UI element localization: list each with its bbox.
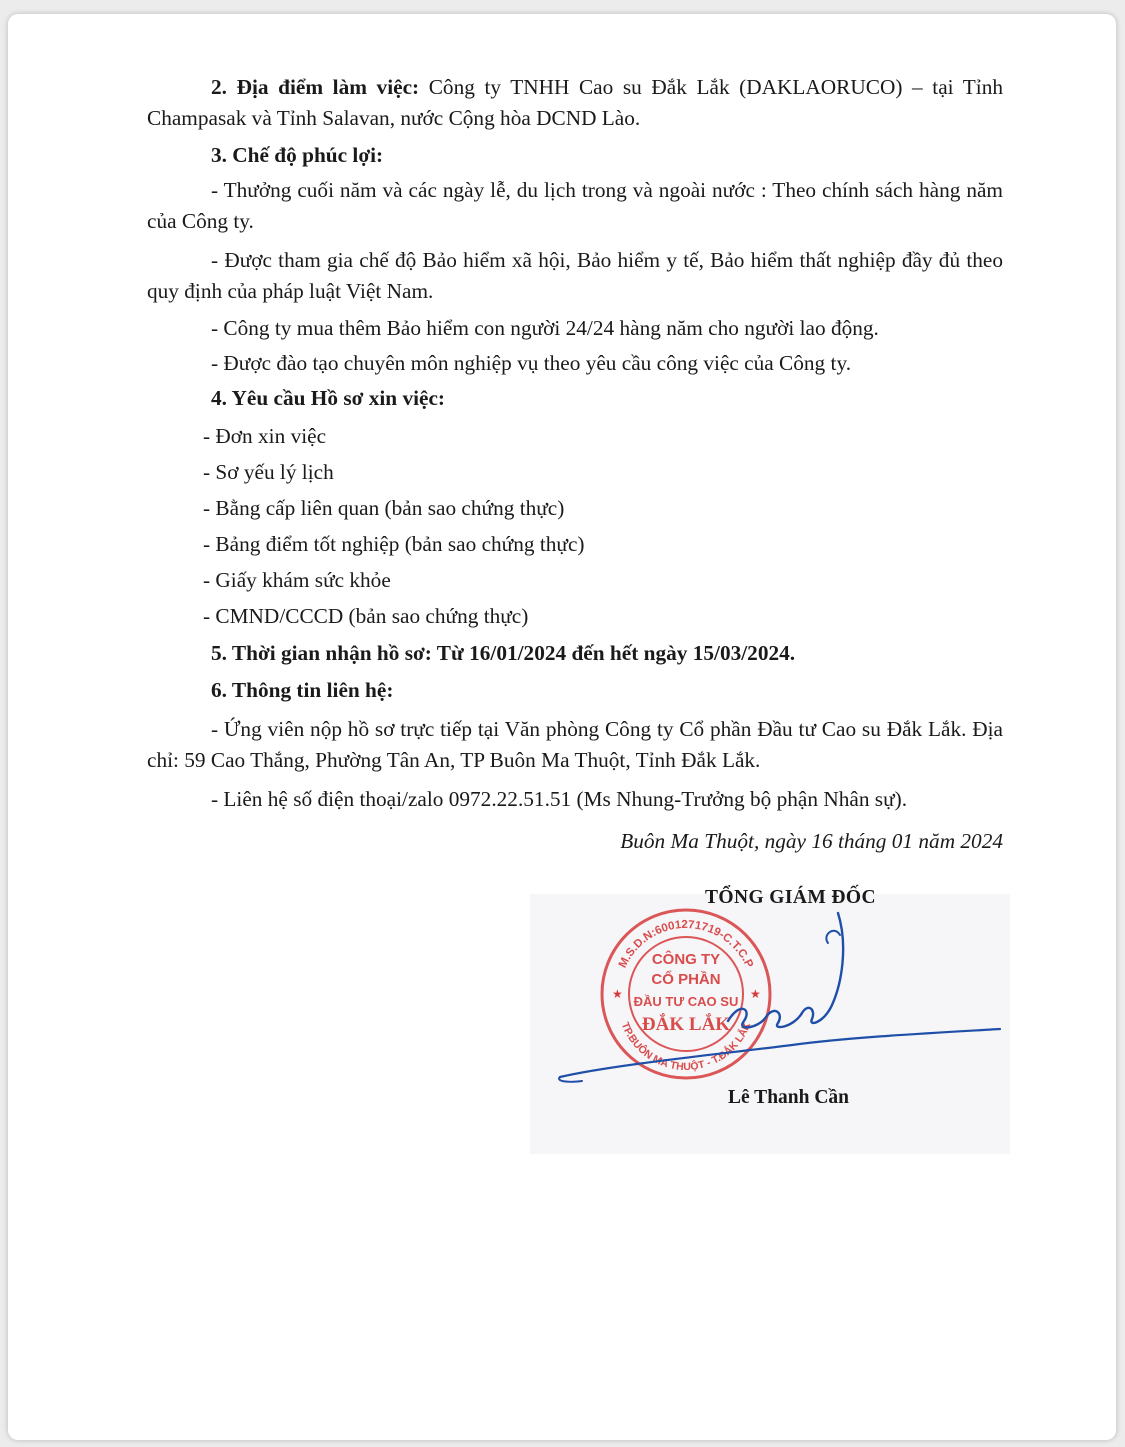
section-2-text: Công ty TNHH Cao su Đắk Lắk (DAKLAORUCO) – tại Tỉnh Champasak và Tỉnh Salavan, nước Cộng hòa DCND Lào. (147, 75, 1003, 130)
place-date-line: Buôn Ma Thuột, ngày 16 tháng 01 năm 2024 (620, 829, 1003, 853)
contact-item: - Ứng viên nộp hồ sơ trực tiếp tại Văn phòng Công ty Cổ phần Đầu tư Cao su Đắk Lắk. Địa chỉ: 59 Cao Thắng, Phường Tân An, TP Buôn Ma Thuột, Tỉnh Đắk Lắk. (147, 717, 1003, 772)
section-6-heading: 6. Thông tin liên hệ: (211, 678, 394, 702)
seal-line-2: CỔ PHẦN (651, 971, 721, 988)
section-3-heading: 3. Chế độ phúc lợi: (211, 143, 384, 167)
seal-line-4: ĐẮK LẮK (641, 1014, 731, 1035)
seal-ring-bottom-text: TP.BUÔN MA THUỘT - T.ĐẮK LẮK (618, 1020, 754, 1074)
signer-name: Lê Thanh Cần (728, 1087, 850, 1108)
benefit-item: - Được đào tạo chuyên môn nghiệp vụ theo yêu cầu công việc của Công ty. (211, 351, 852, 375)
document-body (147, 72, 1003, 815)
svg-text:★: ★ (750, 987, 761, 1001)
seal-ring-top-text: M.S.D.N:6001271719-C.T.C.P (616, 918, 756, 970)
document-requirement-item: - Bằng cấp liên quan (bản sao chứng thực) (203, 496, 565, 520)
document-requirement-item: - Sơ yếu lý lịch (203, 460, 334, 484)
document-requirement-item: - Giấy khám sức khỏe (203, 568, 391, 592)
seal-line-1: CÔNG TY (651, 951, 721, 968)
section-2-heading: 2. Địa điểm làm việc: (211, 75, 420, 99)
document-requirement-item: - CMND/CCCD (bản sao chứng thực) (203, 604, 529, 628)
contact-item: - Liên hệ số điện thoại/zalo 0972.22.51.51 (Ms Nhung-Trưởng bộ phận Nhân sự). (211, 787, 908, 811)
benefit-item: - Được tham gia chế độ Bảo hiểm xã hội, Bảo hiểm y tế, Bảo hiểm thất nghiệp đầy đủ theo quy định của pháp luật Việt Nam. (147, 248, 1003, 303)
document-requirement-item: - Bảng điểm tốt nghiệp (bản sao chứng thực) (203, 532, 585, 556)
section-5-heading: 5. Thời gian nhận hồ sơ: Từ 16/01/2024 đến hết ngày 15/03/2024. (211, 641, 796, 665)
benefit-item: - Thưởng cuối năm và các ngày lễ, du lịch trong và ngoài nước : Theo chính sách hàng năm của Công ty. (147, 178, 1003, 233)
section-4-heading: 4. Yêu cầu Hồ sơ xin việc: (211, 386, 446, 410)
svg-text:★: ★ (612, 987, 623, 1001)
benefit-item: - Công ty mua thêm Bảo hiểm con người 24/24 hàng năm cho người lao động. (211, 316, 879, 340)
seal-line-3: ĐẦU TƯ CAO SU (633, 994, 739, 1009)
section-2-paragraph (147, 72, 1003, 134)
document-requirement-item: - Đơn xin việc (203, 424, 327, 448)
handwritten-signature (552, 905, 1002, 1095)
director-title: TỔNG GIÁM ĐỐC (705, 887, 876, 908)
